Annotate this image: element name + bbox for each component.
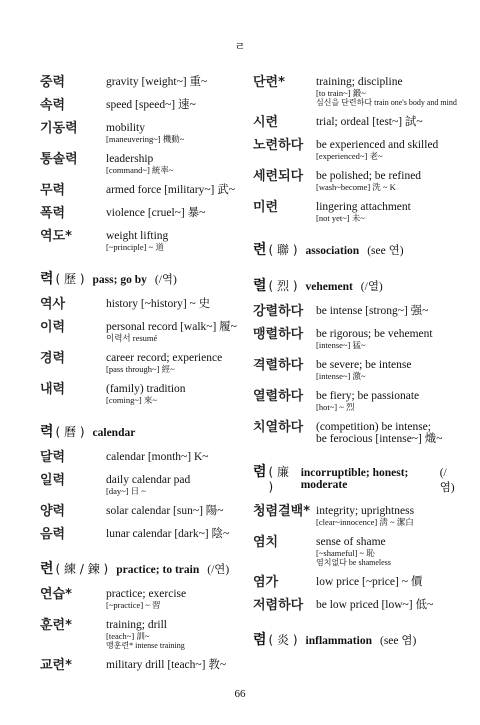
entry-definition: [106, 298, 240, 312]
entry-definition: [316, 139, 458, 161]
headword-row: [253, 275, 458, 295]
entry-gloss: lingering attachment: [316, 201, 411, 213]
entry-definition: [106, 474, 240, 496]
headword-row: [40, 421, 240, 441]
entry-term: 연습*: [40, 587, 72, 602]
headword-note: (/연): [207, 564, 230, 576]
entry-term: 염가: [253, 575, 279, 590]
entry-gloss: lunar calendar [dark~] 陰~: [106, 528, 230, 540]
entry-etymology: [teach~] 訓~: [106, 631, 150, 641]
entry-gloss: integrity; uprightness: [316, 505, 415, 517]
dictionary-entry: [253, 201, 458, 223]
entry-gloss-continued: be ferocious [intense~] 熾~: [316, 433, 443, 445]
dictionary-entry: [253, 390, 458, 412]
dictionary-entry: [40, 76, 240, 90]
entry-term: 중력: [40, 75, 66, 90]
entry-definition: [106, 321, 240, 343]
entry-etymology: [command~] 統率~: [106, 165, 174, 175]
entry-term: 통솔력: [40, 152, 78, 167]
entry-definition: [316, 505, 458, 527]
entry-term: 역도*: [40, 229, 72, 244]
entry-gloss: weight lifting: [106, 230, 169, 242]
entry-term: 음력: [40, 527, 66, 542]
entry-definition: [316, 421, 458, 445]
headword-gloss: pass; go by: [92, 274, 147, 286]
entry-term: 청렴결백*: [253, 504, 311, 519]
headword-gloss: association: [305, 245, 360, 257]
entry-etymology: [maneuvering~] 機動~: [106, 134, 185, 144]
dictionary-entry: [40, 588, 240, 610]
entry-etymology: [hot~] ~ 烈: [316, 402, 355, 412]
headword-korean: 렬: [253, 278, 267, 294]
entry-etymology: [intense~] 猛~: [316, 340, 366, 350]
dictionary-entry: [40, 207, 240, 221]
entry-term: 훈련*: [40, 618, 72, 633]
headword-gloss: incorruptible; honest; moderate: [300, 467, 409, 491]
entry-term: 일력: [40, 473, 66, 488]
right-column: [253, 76, 458, 659]
entry-term: 무력: [40, 183, 66, 198]
dictionary-entry: [40, 474, 240, 496]
headword-korean: 렴: [253, 464, 267, 480]
headword-row: [253, 239, 458, 259]
entry-gloss: be severe; be intense: [316, 359, 412, 371]
dictionary-entry: [253, 359, 458, 381]
dictionary-entry: [40, 451, 240, 465]
entry-term: 교련*: [40, 658, 72, 673]
headword-note: (/역): [154, 274, 177, 286]
entry-gloss: calendar [month~] K~: [106, 451, 209, 463]
entry-definition: [106, 207, 240, 221]
entry-etymology: [clear~innocence] 淸 ~ 潔白: [316, 517, 414, 527]
entry-definition: [106, 122, 240, 144]
entry-etymology: [coming~] 來~: [106, 395, 157, 405]
entry-gloss: armed force [military~] 武~: [106, 184, 235, 196]
headword-korean: 렴: [253, 632, 267, 648]
entry-term: 이력: [40, 320, 66, 335]
entry-definition: [106, 383, 240, 405]
entry-definition: [316, 305, 458, 319]
entry-definition: [316, 359, 458, 381]
entry-gloss: solar calendar [sun~] 陽~: [106, 505, 224, 517]
headword-hanja: ( 炎 ): [268, 633, 298, 647]
entry-term: 세련되다: [253, 169, 304, 184]
entry-gloss: be experienced and skilled: [316, 139, 439, 151]
dictionary-entry: [40, 153, 240, 175]
dictionary-entry: [253, 328, 458, 350]
dictionary-entry: [40, 122, 240, 144]
entry-gloss: be low priced [low~] 低~: [316, 599, 434, 611]
entry-term: 열렬하다: [253, 389, 304, 404]
page-number: 66: [234, 688, 246, 700]
entry-etymology: [~principle] ~ 道: [106, 242, 164, 252]
dictionary-entry: [40, 659, 240, 673]
entry-example: 심신을 단련하다 train one's body and mind: [316, 98, 457, 107]
entry-definition: [316, 536, 458, 567]
headword-row: [40, 558, 240, 578]
entry-gloss: sense of shame: [316, 536, 386, 548]
dictionary-entry: [40, 619, 240, 650]
headword-hanja: ( 廉 ): [268, 465, 290, 494]
entry-term: 경력: [40, 351, 66, 366]
headword-korean: 력: [40, 424, 54, 440]
dictionary-entry: [253, 139, 458, 161]
entry-term: 격렬하다: [253, 358, 304, 373]
dictionary-entry: [253, 505, 458, 527]
headword-row: [40, 268, 240, 288]
dictionary-entry: [253, 76, 458, 107]
entry-gloss: personal record [walk~] 履~: [106, 321, 237, 333]
entry-gloss: trial; ordeal [test~] 試~: [316, 116, 423, 128]
headword-hanja: ( 練 / 鍊 ): [55, 562, 109, 576]
entry-definition: [316, 576, 458, 590]
dictionary-entry: [40, 298, 240, 312]
dictionary-entry: [40, 383, 240, 405]
headword-note: (/염): [439, 467, 455, 494]
headword-gloss: vehement: [305, 281, 353, 293]
entry-gloss: mobility: [106, 122, 145, 134]
headword-korean: 력: [40, 271, 54, 287]
entry-gloss: leadership: [106, 153, 154, 165]
entry-term: 저렴하다: [253, 598, 304, 613]
dictionary-entry: [40, 352, 240, 374]
entry-definition: [106, 619, 240, 650]
entry-definition: [106, 659, 240, 673]
entry-definition: [106, 588, 240, 610]
dictionary-entry: [40, 230, 240, 252]
entry-etymology: [pass through~] 經~: [106, 364, 175, 374]
entry-gloss: speed [speed~] 速~: [106, 99, 196, 111]
dictionary-entry: [40, 505, 240, 519]
entry-term: 염치: [253, 535, 279, 550]
entry-etymology: [intense~] 激~: [316, 371, 366, 381]
entry-gloss: practice; exercise: [106, 588, 187, 600]
entry-gloss: training; discipline: [316, 76, 403, 88]
entry-etymology: [wash~become] 洗 ~ K: [316, 182, 396, 192]
entry-definition: [316, 201, 458, 223]
entry-definition: [106, 528, 240, 542]
headword-hanja: ( 歷 ): [55, 272, 85, 286]
entry-definition: [316, 170, 458, 192]
entry-gloss: be polished; be refined: [316, 170, 422, 182]
entry-gloss: daily calendar pad: [106, 474, 191, 486]
headword-row: [253, 629, 458, 649]
entry-definition: [106, 451, 240, 465]
entry-definition: [316, 116, 458, 130]
entry-gloss: gravity [weight~] 重~: [106, 76, 208, 88]
left-column: [40, 76, 240, 682]
entry-term: 미련: [253, 200, 279, 215]
entry-definition: [316, 599, 458, 613]
entry-term: 양력: [40, 504, 66, 519]
entry-gloss: training; drill: [106, 619, 168, 631]
headword-hanja: ( 聯 ): [268, 243, 298, 257]
entry-gloss: career record; experience: [106, 352, 223, 364]
dictionary-entry: [40, 528, 240, 542]
entry-definition: [106, 153, 240, 175]
entry-definition: [106, 99, 240, 113]
entry-etymology: [to train~] 鍛~: [316, 88, 366, 98]
entry-etymology: 이력서 resumé: [106, 333, 158, 343]
headword-note: (see 염): [379, 635, 417, 647]
dictionary-entry: [253, 576, 458, 590]
entry-definition: [106, 352, 240, 374]
entry-definition: [106, 505, 240, 519]
entry-gloss: violence [cruel~] 暴~: [106, 207, 206, 219]
entry-term: 속력: [40, 98, 66, 113]
entry-example: 맹훈련* intense training: [106, 641, 185, 650]
entry-term: 단련*: [253, 75, 285, 90]
entry-etymology: [~practice] ~ 習: [106, 600, 161, 610]
dictionary-entry: [253, 116, 458, 130]
dictionary-entry: [253, 421, 458, 445]
headword-gloss: practice; to train: [116, 564, 200, 576]
entry-etymology: [~shameful] ~ 恥: [316, 548, 375, 558]
entry-term: 기동력: [40, 121, 78, 136]
dictionary-entry: [253, 536, 458, 567]
entry-term: 강렬하다: [253, 304, 304, 319]
entry-definition: [316, 390, 458, 412]
page-header-letter: ㄹ: [234, 41, 246, 53]
dictionary-entry: [40, 321, 240, 343]
entry-gloss: be rigorous; be vehement: [316, 328, 433, 340]
entry-etymology: [day~] 日 ~: [106, 486, 146, 496]
entry-term: 맹렬하다: [253, 327, 304, 342]
entry-term: 내력: [40, 382, 66, 397]
entry-term: 폭력: [40, 206, 66, 221]
entry-term: 치열하다: [253, 420, 304, 435]
entry-definition: [316, 328, 458, 350]
headword-hanja: ( 曆 ): [55, 425, 85, 439]
entry-gloss: be intense [strong~] 强~: [316, 305, 429, 317]
entry-definition: [316, 76, 458, 107]
entry-definition: [106, 76, 240, 90]
dictionary-entry: [253, 305, 458, 319]
entry-term: 시련: [253, 115, 279, 130]
headword-gloss: inflammation: [305, 635, 372, 647]
entry-definition: [106, 184, 240, 198]
entry-term: 역사: [40, 297, 66, 312]
entry-term: 노련하다: [253, 138, 304, 153]
entry-etymology: [not yet~] 未~: [316, 213, 365, 223]
entry-gloss: be fiery; be passionate: [316, 390, 420, 402]
entry-gloss: low price [~price] ~ 價: [316, 576, 423, 588]
entry-definition: [106, 230, 240, 252]
entry-gloss: (competition) be intense;: [316, 421, 431, 433]
headword-gloss: calendar: [92, 427, 136, 439]
headword-row: [253, 461, 458, 495]
dictionary-entry: [40, 99, 240, 113]
headword-note: (/열): [360, 281, 383, 293]
headword-note: (see 연): [367, 245, 404, 257]
headword-hanja: ( 烈 ): [268, 279, 298, 293]
dictionary-entry: [253, 170, 458, 192]
dictionary-entry: [253, 599, 458, 613]
entry-gloss: (family) tradition: [106, 383, 186, 395]
headword-korean: 련: [40, 561, 54, 577]
headword-korean: 련: [253, 242, 267, 258]
entry-etymology: [experienced~] 老~: [316, 151, 383, 161]
entry-gloss: history [~history] ~ 史: [106, 298, 211, 310]
entry-gloss: military drill [teach~] 教~: [106, 659, 227, 671]
dictionary-entry: [40, 184, 240, 198]
entry-example: 염치없다 be shameless: [316, 558, 391, 567]
entry-term: 달력: [40, 450, 66, 465]
